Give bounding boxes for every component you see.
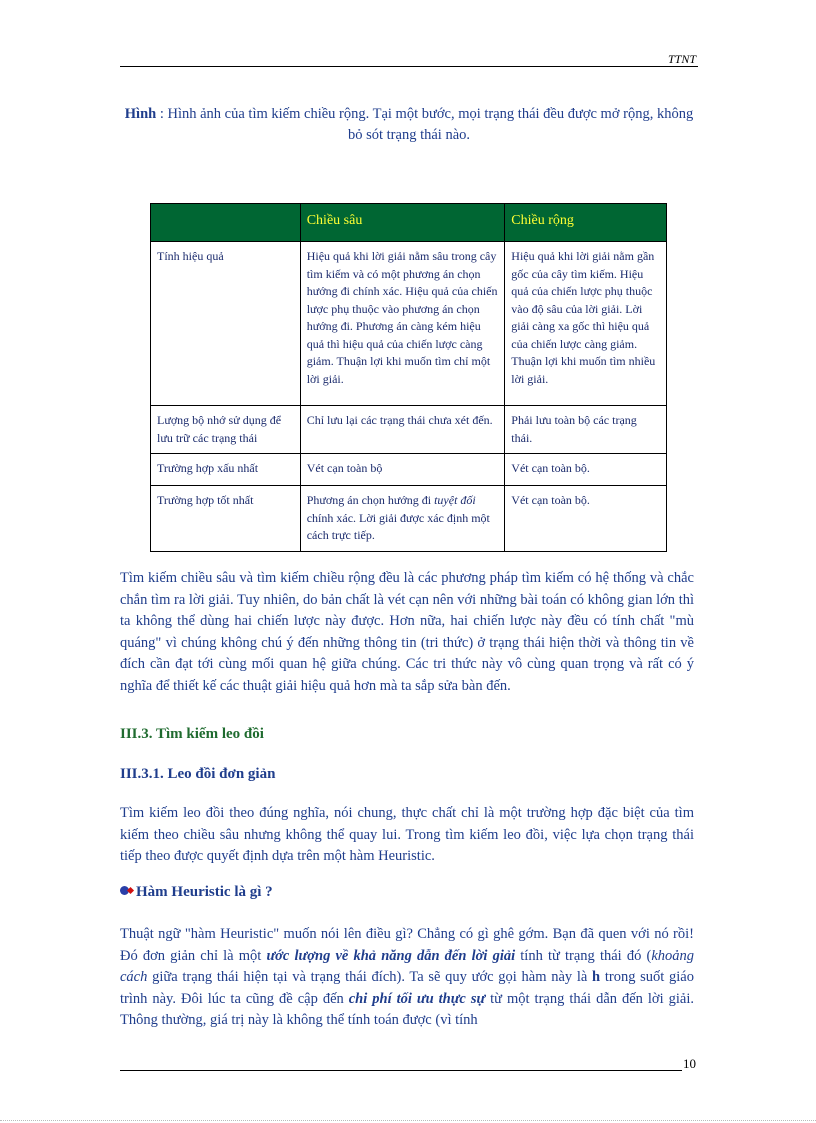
bullet-heading-heuristic xyxy=(120,884,273,901)
table-row xyxy=(151,406,667,454)
table-cell-depth: Hiệu quả khi lời giải nằm sâu trong cây tìm kiếm và có một phương án chọn hướng đi chính xác. Hiệu quả của chiến lược phụ thuộc vào phương án chọn hướng đi. Phương án càng kém hiệu quả thì hiệu quả của chiến lược càng giảm. Thuận lợi khi muốn tìm chỉ một lời giải. xyxy=(300,242,505,406)
table-cell-breadth: Vét cạn toàn bộ. xyxy=(505,486,667,552)
cell-emphasis: tuyệt đối xyxy=(434,493,476,507)
table-cell-depth: Vét cạn toàn bộ xyxy=(300,454,505,486)
bullet-icon xyxy=(120,885,136,897)
text-run: trong suốt giáo trình này. Đôi lúc ta cũng đề cập đến xyxy=(120,969,694,1007)
table-cell-label: Trường hợp xấu nhất xyxy=(151,454,301,486)
table-cell-breadth: Hiệu quả khi lời giải nằm gần gốc của cây tìm kiếm. Hiệu quả của chiến lược phụ thuộc vào độ sâu của lời giải. Lời giải càng xa gốc thì hiệu quả của chiến lược càng giảm. Thuận lợi khi muốn tìm nhiều lời giải. xyxy=(505,242,667,406)
table-cell-depth: Chỉ lưu lại các trạng thái chưa xét đến. xyxy=(300,406,505,454)
table-cell-label: Lượng bộ nhớ sử dụng để lưu trữ các trạng thái xyxy=(151,406,301,454)
text-run: từ một trạng thái dẫn đến lời giải. Thông thường, giá trị này là không thể tính toán được (vì tính xyxy=(120,990,694,1028)
emphasis-run: khoảng cách xyxy=(120,947,694,985)
footer-rule xyxy=(120,1070,682,1071)
caption-text: : Hình ảnh của tìm kiếm chiều rộng. Tại một bước, mọi trạng thái đều được mở rộng, không bỏ sót trạng thái nào. xyxy=(156,106,694,143)
table-row xyxy=(151,242,667,406)
paragraph-heuristic xyxy=(120,924,694,1032)
text-run: Thuật ngữ "hàm Heuristic" muốn nói lên điều gì? Chẳng có gì ghê gớm. Bạn đã quen với nó rồi! Đó đơn giản chỉ là một xyxy=(120,926,694,964)
table-row xyxy=(151,454,667,486)
table-header-empty xyxy=(151,204,301,242)
bullet-heading-text: Hàm Heuristic là gì ? xyxy=(136,884,273,900)
table-header-row xyxy=(151,204,667,242)
table-header-depth: Chiều sâu xyxy=(300,204,505,242)
emphasis-run: chi phí tối ưu thực sự xyxy=(348,990,486,1007)
subsection-heading-simple-hill-climbing: III.3.1. Leo đồi đơn giản xyxy=(120,766,276,782)
cell-text: Phương án chọn hướng đi xyxy=(306,493,435,507)
caption-label: Hình xyxy=(124,106,157,122)
header-rule xyxy=(120,66,698,67)
page-number: 10 xyxy=(683,1056,696,1071)
figure-caption xyxy=(120,104,698,146)
table-cell-breadth: Vét cạn toàn bộ. xyxy=(505,454,667,486)
table-cell-depth xyxy=(300,486,505,552)
cell-text: chính xác. Lời giải được xác định một cách trực tiếp. xyxy=(306,510,490,542)
text-run: giữa trạng thái hiện tại và trạng thái đích). Ta sẽ quy ước gọi hàm này là xyxy=(147,969,593,985)
comparison-table xyxy=(150,203,667,552)
header-text: TTNT xyxy=(667,52,696,66)
table-row xyxy=(151,486,667,552)
table-header-breadth: Chiều rộng xyxy=(505,204,667,242)
page-boundary xyxy=(0,1120,816,1121)
section-heading-hill-climbing: III.3. Tìm kiếm leo đồi xyxy=(120,726,264,742)
paragraph-comparison: Tìm kiếm chiều sâu và tìm kiếm chiều rộng đều là các phương pháp tìm kiếm có hệ thống và chắc chắn tìm ra lời giải. Tuy nhiên, do bản chất là vét cạn nên với những bài toán có không gian lớn thì ta không thể dùng hai chiến lược này được. Hơn nữa, hai chiến lược này đều có tính chất "mù quáng" vì chúng không chú ý đến những thông tin (tri thức) ở trạng thái hiện thời và thông tin về đích cần đạt tới cùng mối quan hệ giữa chúng. Các tri thức này vô cùng quan trọng và rất có ý nghĩa để thiết kế các thuật giải hiệu quả hơn mà ta sắp sửa bàn đến. xyxy=(120,570,694,694)
paragraph-hill-climbing: Tìm kiếm leo đồi theo đúng nghĩa, nói chung, thực chất chỉ là một trường hợp đặc biệt của tìm kiếm theo chiều sâu nhưng không thể quay lui. Trong tìm kiếm leo đồi, việc lựa chọn trạng thái tiếp theo được quyết định dựa trên một hàm Heuristic. xyxy=(120,805,694,864)
emphasis-run: ước lượng về khả năng dẫn đến lời giải xyxy=(266,947,516,964)
table-cell-label: Tính hiệu quả xyxy=(151,242,301,406)
text-run: tính từ trạng thái đó ( xyxy=(515,947,652,964)
table-cell-label: Trường hợp tốt nhất xyxy=(151,486,301,552)
bold-run: h xyxy=(592,969,601,985)
table-cell-breadth: Phải lưu toàn bộ các trạng thái. xyxy=(505,406,667,454)
